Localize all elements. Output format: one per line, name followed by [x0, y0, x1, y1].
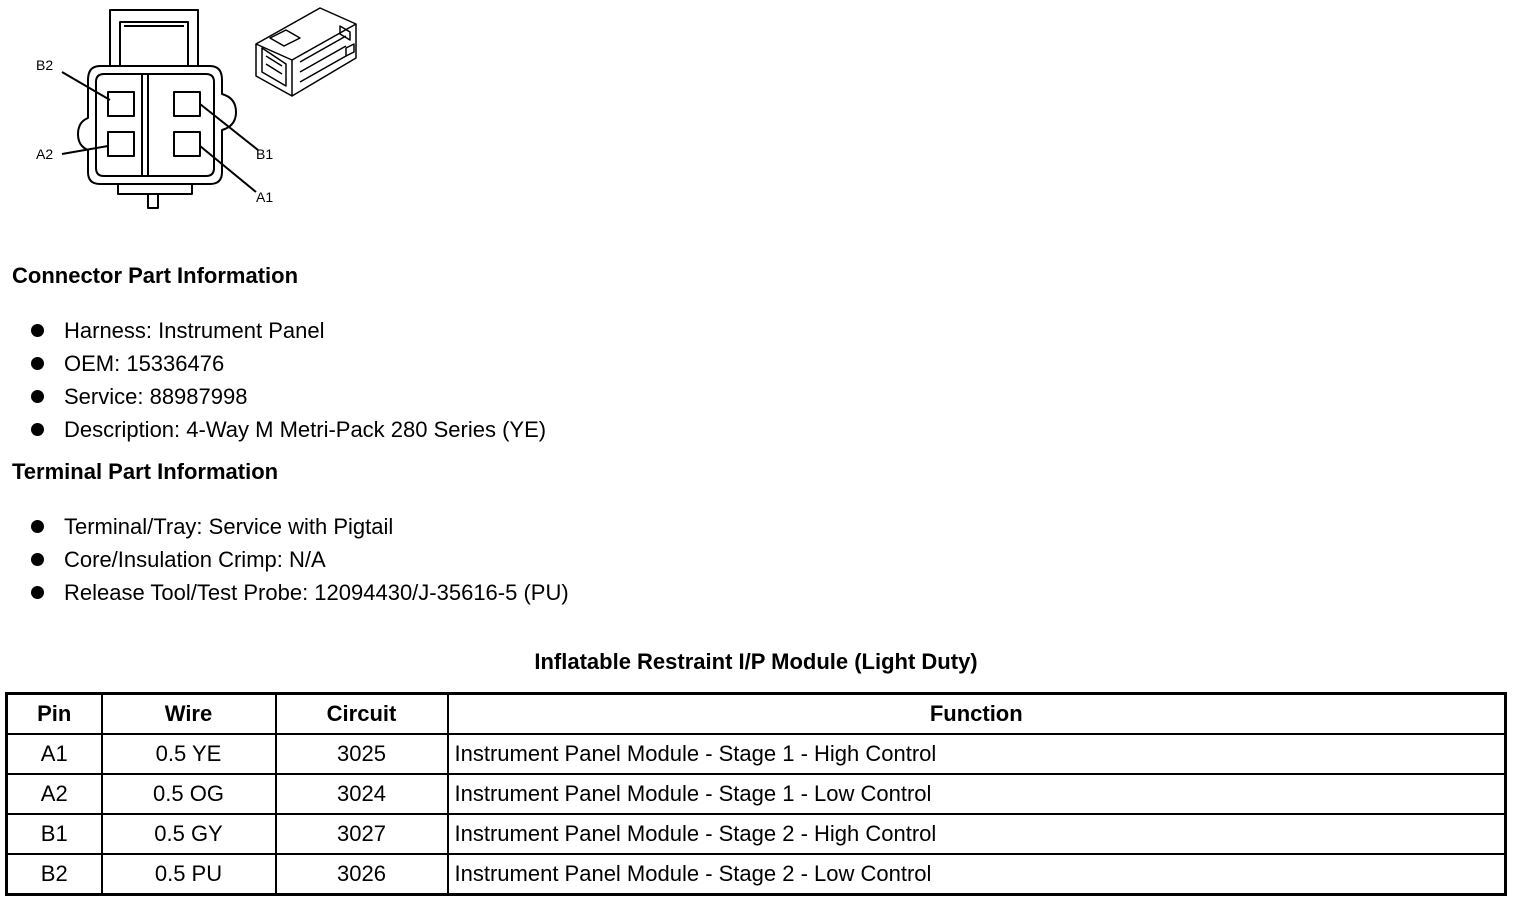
- pin-label-a2: A2: [36, 146, 54, 162]
- bullet-icon: [31, 357, 44, 370]
- connector-part-service: Service: 88987998: [64, 384, 248, 409]
- bullet-icon: [31, 586, 44, 599]
- cell-wire: 0.5 YE: [102, 734, 276, 774]
- cell-pin: A2: [7, 774, 102, 814]
- pin-label-a1: A1: [256, 189, 274, 205]
- table-row: [7, 854, 1506, 895]
- bullet-icon: [31, 324, 44, 337]
- column-header-function: Function: [448, 694, 1506, 735]
- list-item: [28, 380, 546, 413]
- list-item: [28, 543, 569, 576]
- table-row: [7, 774, 1506, 814]
- bullet-icon: [31, 423, 44, 436]
- list-item: [28, 347, 546, 380]
- column-header-wire: Wire: [102, 694, 276, 735]
- connector-part-list: [28, 314, 546, 446]
- bullet-icon: [31, 390, 44, 403]
- cell-circuit: 3027: [276, 814, 448, 854]
- column-header-circuit: Circuit: [276, 694, 448, 735]
- pin-label-b2: B2: [36, 57, 54, 73]
- cell-function: Instrument Panel Module - Stage 1 - High Control: [448, 734, 1506, 774]
- cell-function: Instrument Panel Module - Stage 2 - High Control: [448, 814, 1506, 854]
- list-item: [28, 510, 569, 543]
- terminal-part-list: [28, 510, 569, 609]
- bullet-icon: [31, 520, 44, 533]
- pin-table: [5, 692, 1507, 896]
- cell-circuit: 3026: [276, 854, 448, 895]
- connector-part-heading: Connector Part Information: [12, 263, 299, 288]
- list-item: [28, 314, 546, 347]
- terminal-part-tray: Terminal/Tray: Service with Pigtail: [64, 514, 394, 539]
- cell-function: Instrument Panel Module - Stage 2 - Low Control: [448, 854, 1506, 895]
- terminal-part-heading: Terminal Part Information: [12, 459, 279, 484]
- pin-label-b1: B1: [256, 146, 274, 162]
- cell-circuit: 3024: [276, 774, 448, 814]
- cell-pin: B1: [7, 814, 102, 854]
- bullet-icon: [31, 553, 44, 566]
- terminal-part-tool: Release Tool/Test Probe: 12094430/J-35616-5 (PU): [64, 580, 569, 605]
- pin-table-title: Inflatable Restraint I/P Module (Light Duty): [534, 649, 978, 674]
- cell-wire: 0.5 OG: [102, 774, 276, 814]
- cell-function: Instrument Panel Module - Stage 1 - Low Control: [448, 774, 1506, 814]
- connector-diagram: [0, 0, 380, 220]
- table-header-row: [7, 694, 1506, 735]
- connector-part-harness: Harness: Instrument Panel: [64, 318, 325, 343]
- cell-wire: 0.5 PU: [102, 854, 276, 895]
- table-row: [7, 814, 1506, 854]
- connector-isometric-icon: [256, 8, 356, 96]
- column-header-pin: Pin: [7, 694, 102, 735]
- list-item: [28, 576, 569, 609]
- cell-pin: B2: [7, 854, 102, 895]
- cell-wire: 0.5 GY: [102, 814, 276, 854]
- connector-part-oem: OEM: 15336476: [64, 351, 225, 376]
- cell-circuit: 3025: [276, 734, 448, 774]
- terminal-part-crimp: Core/Insulation Crimp: N/A: [64, 547, 326, 572]
- cell-pin: A1: [7, 734, 102, 774]
- table-row: [7, 734, 1506, 774]
- connector-part-description: Description: 4-Way M Metri-Pack 280 Series (YE): [64, 417, 547, 442]
- list-item: [28, 413, 546, 446]
